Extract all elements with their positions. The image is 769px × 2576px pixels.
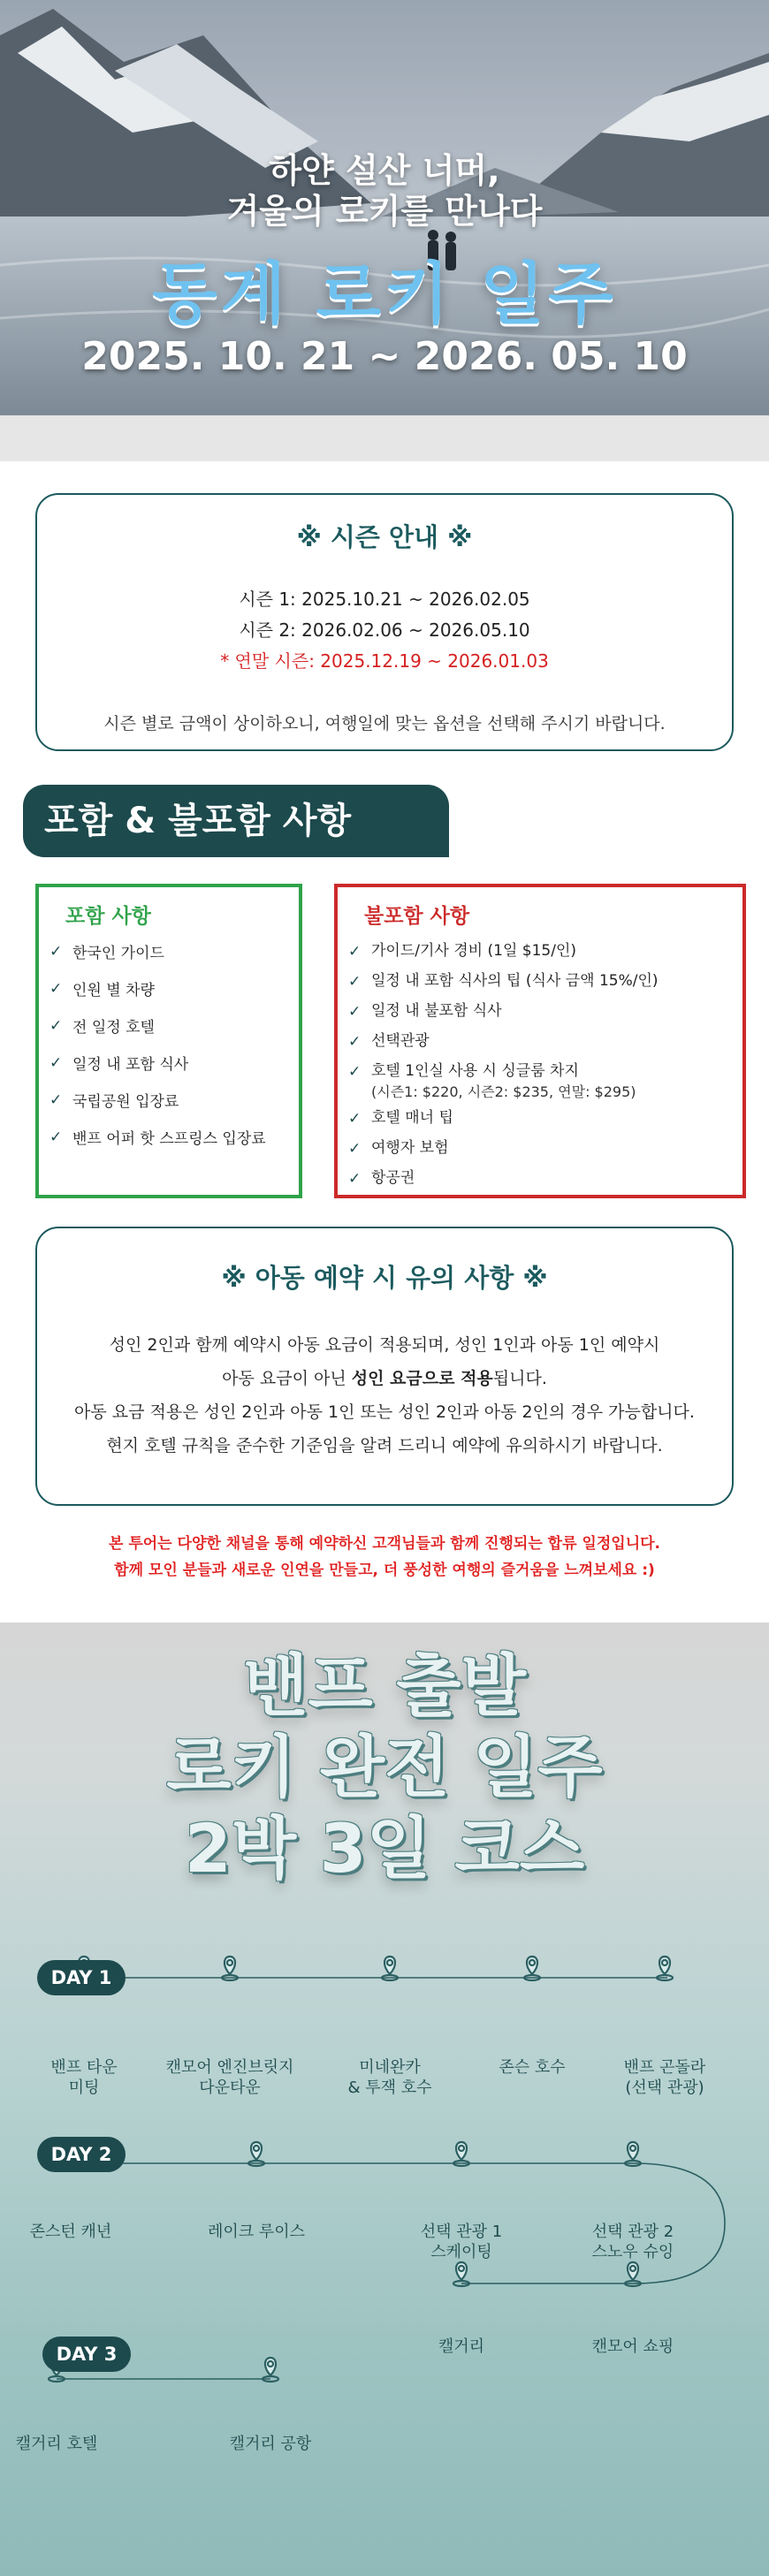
day-2-label: DAY 2 — [37, 2137, 126, 2172]
item-label: 호텔 매너 팁 — [371, 1109, 453, 1127]
item-label: 일정 내 불포함 식사 — [371, 1002, 502, 1020]
course-title-line: 밴프 출발 — [242, 1646, 527, 1725]
list-item — [348, 1026, 742, 1056]
course-section — [0, 1622, 769, 2576]
child-line: 현지 호텔 규칙을 준수한 기준임을 알려 드리니 예약에 유의하시기 바랍니다. — [106, 1436, 663, 1455]
hero-date: 2025. 10. 21 ~ 2026. 05. 10 — [81, 334, 688, 379]
note-line: 본 투어는 다양한 채널을 통해 예약하신 고객님들과 함께 진행되는 합류 일정입니다. — [109, 1535, 660, 1553]
check-icon: ✓ — [348, 1033, 362, 1051]
item-note: (1일 $15/인) — [487, 942, 577, 960]
list-item — [348, 1056, 742, 1103]
item-sub: (시즌1: $220, 시즌2: $235, 연말: $295) — [371, 1083, 636, 1100]
item-label: 한국인 가이드 — [72, 945, 164, 962]
check-icon: ✓ — [49, 943, 63, 961]
stop-line: 스노우 슈잉 — [591, 2243, 674, 2261]
stop-label — [558, 2222, 708, 2262]
day-3-label: DAY 3 — [42, 2337, 131, 2372]
location-pin-icon — [524, 1957, 540, 1980]
list-item — [49, 1084, 299, 1121]
stop-line: & 투잭 호수 — [347, 2078, 432, 2097]
location-pin-icon — [625, 2142, 641, 2166]
child-line: 아동 요금 적용은 성인 2인과 아동 1인 또는 성인 2인과 아동 2인의 경우 가능합니다. — [74, 1402, 695, 1422]
stop-label — [155, 2057, 305, 2098]
item-label: 국립공원 입장료 — [72, 1093, 179, 1111]
join-tour-note — [0, 1531, 769, 1584]
stop-line: 선택 관광 1 — [420, 2223, 503, 2241]
stop-label — [386, 2337, 537, 2357]
check-icon: ✓ — [348, 1140, 362, 1158]
check-icon: ✓ — [49, 1091, 63, 1109]
child-title: ※ 아동 예약 시 유의 사항 ※ — [221, 1263, 548, 1293]
list-item — [348, 996, 742, 1026]
stop-line: 존슨 호수 — [499, 2058, 566, 2077]
stop-label — [9, 2057, 159, 2098]
child-line-bold: 성인 요금으로 적용 — [351, 1369, 493, 1388]
stop-label — [181, 2222, 331, 2242]
excluded-panel — [334, 884, 746, 1198]
list-item — [348, 1103, 742, 1133]
inclusions-header: 포함 & 불포함 사항 — [23, 785, 449, 857]
stop-line: 캔모어 쇼핑 — [591, 2337, 674, 2356]
season-note: 시즌 별로 금액이 상이하오니, 여행일에 맞는 옵션을 선택해 주시기 바랍니다. — [103, 714, 666, 733]
included-panel — [35, 884, 302, 1198]
season-2: 시즌 2: 2026.02.06 ~ 2026.05.10 — [239, 619, 530, 641]
item-label: 일정 내 포함 식사의 팁 (식사 금액 15%/인) — [371, 972, 659, 990]
list-item — [348, 1133, 742, 1163]
location-pin-icon — [222, 1957, 238, 1980]
location-pin-icon — [453, 2262, 469, 2286]
child-booking-box — [35, 1227, 734, 1506]
hero-subtitle-line2: 겨울의 로키를 만나다 — [226, 192, 543, 231]
stop-line: 스케이팅 — [430, 2243, 492, 2261]
check-icon: ✓ — [348, 943, 362, 961]
check-icon: ✓ — [49, 1017, 63, 1035]
stop-label — [386, 2222, 537, 2262]
course-title-line: 로키 완전 일주 — [166, 1728, 603, 1806]
list-item — [49, 1047, 299, 1084]
list-item — [49, 1121, 299, 1159]
item-label: 여행자 보험 — [371, 1139, 449, 1157]
stop-line: 캘거리 공항 — [229, 2435, 312, 2453]
item-label: 호텔 1인실 사용 시 싱글룸 차지 — [371, 1062, 579, 1080]
check-icon: ✓ — [49, 1054, 63, 1072]
item-label: 항공권 — [371, 1169, 415, 1187]
stop-label — [457, 2057, 607, 2078]
stop-line: 캘거리 호텔 — [15, 2435, 98, 2453]
stop-label — [558, 2337, 708, 2357]
stop-line: 미팅 — [68, 2078, 100, 2097]
stop-line: 선택 관광 2 — [591, 2223, 674, 2241]
hero-title: 동계 로키 일주 — [152, 255, 617, 333]
child-line — [37, 1362, 732, 1395]
stop-line: 레이크 루이스 — [207, 2223, 306, 2241]
list-item — [348, 1163, 742, 1193]
child-notes — [37, 1328, 732, 1463]
note-line: 함께 모인 분들과 새로운 인연을 만들고, 더 풍성한 여행의 즐거움을 느껴보세요 :) — [114, 1562, 655, 1579]
item-label: 가이드/기사 경비 — [371, 942, 483, 960]
check-icon: ✓ — [49, 980, 63, 998]
stop-line: 밴프 타운 — [50, 2058, 118, 2077]
item-label: 선택관광 — [371, 1032, 430, 1050]
stop-line: (선택 관광) — [625, 2078, 704, 2097]
location-pin-icon — [263, 2358, 278, 2382]
check-icon: ✓ — [348, 1063, 362, 1081]
day-1-label: DAY 1 — [37, 1960, 126, 1995]
stop-label — [0, 2222, 146, 2242]
item-label: 인원 별 차량 — [72, 982, 155, 999]
item-label: 일정 내 포함 식사 — [72, 1056, 189, 1074]
list-item — [49, 936, 299, 973]
course-title-line: 2박 3일 코스 — [184, 1809, 585, 1888]
stop-line: 다운타운 — [199, 2078, 261, 2097]
location-pin-icon — [382, 1957, 398, 1980]
list-item — [49, 1010, 299, 1047]
season-peak: * 연말 시즌: 2025.12.19 ~ 2026.01.03 — [220, 650, 549, 672]
item-label: 밴프 어퍼 핫 스프링스 입장료 — [72, 1130, 266, 1148]
location-pin-icon — [453, 2142, 469, 2166]
hero-subtitle — [0, 150, 769, 232]
season-1: 시즌 1: 2025.10.21 ~ 2026.02.05 — [239, 589, 530, 610]
check-icon: ✓ — [348, 1110, 362, 1128]
stop-label — [0, 2434, 132, 2454]
section-divider — [0, 415, 769, 461]
list-item — [348, 966, 742, 996]
stop-label — [315, 2057, 465, 2098]
location-pin-icon — [625, 2262, 641, 2286]
location-pin-icon — [248, 2142, 264, 2166]
check-icon: ✓ — [49, 1128, 63, 1146]
check-icon: ✓ — [348, 973, 362, 991]
check-icon: ✓ — [348, 1170, 362, 1188]
child-line-text: 아동 요금이 아닌 — [222, 1369, 352, 1388]
stop-line: 캔모어 엔진브릿지 — [165, 2058, 294, 2077]
season-dates — [37, 584, 732, 677]
list-item — [49, 973, 299, 1010]
stop-line: 미네완카 — [359, 2058, 421, 2077]
list-item — [348, 936, 742, 966]
season-info-box — [35, 493, 734, 751]
included-title: 포함 사항 — [65, 905, 151, 928]
stop-line: 존스턴 캐년 — [29, 2223, 112, 2241]
item-label: 전 일정 호텔 — [72, 1019, 155, 1037]
excluded-title: 불포함 사항 — [364, 905, 470, 928]
check-icon: ✓ — [348, 1003, 362, 1021]
season-title: ※ 시즌 안내 ※ — [296, 522, 473, 552]
stop-label — [590, 2057, 740, 2098]
stop-line: 밴프 곤돌라 — [623, 2058, 706, 2077]
stop-label — [195, 2434, 346, 2454]
location-pin-icon — [657, 1957, 673, 1980]
stop-line: 캘거리 — [438, 2337, 485, 2356]
hero-banner — [0, 0, 769, 415]
hero-subtitle-line1: 하얀 설산 너머, — [269, 151, 500, 190]
child-line: 성인 2인과 함께 예약시 아동 요금이 적용되며, 성인 1인과 아동 1인 예약시 — [109, 1335, 660, 1355]
child-line-text: 됩니다. — [492, 1369, 547, 1388]
